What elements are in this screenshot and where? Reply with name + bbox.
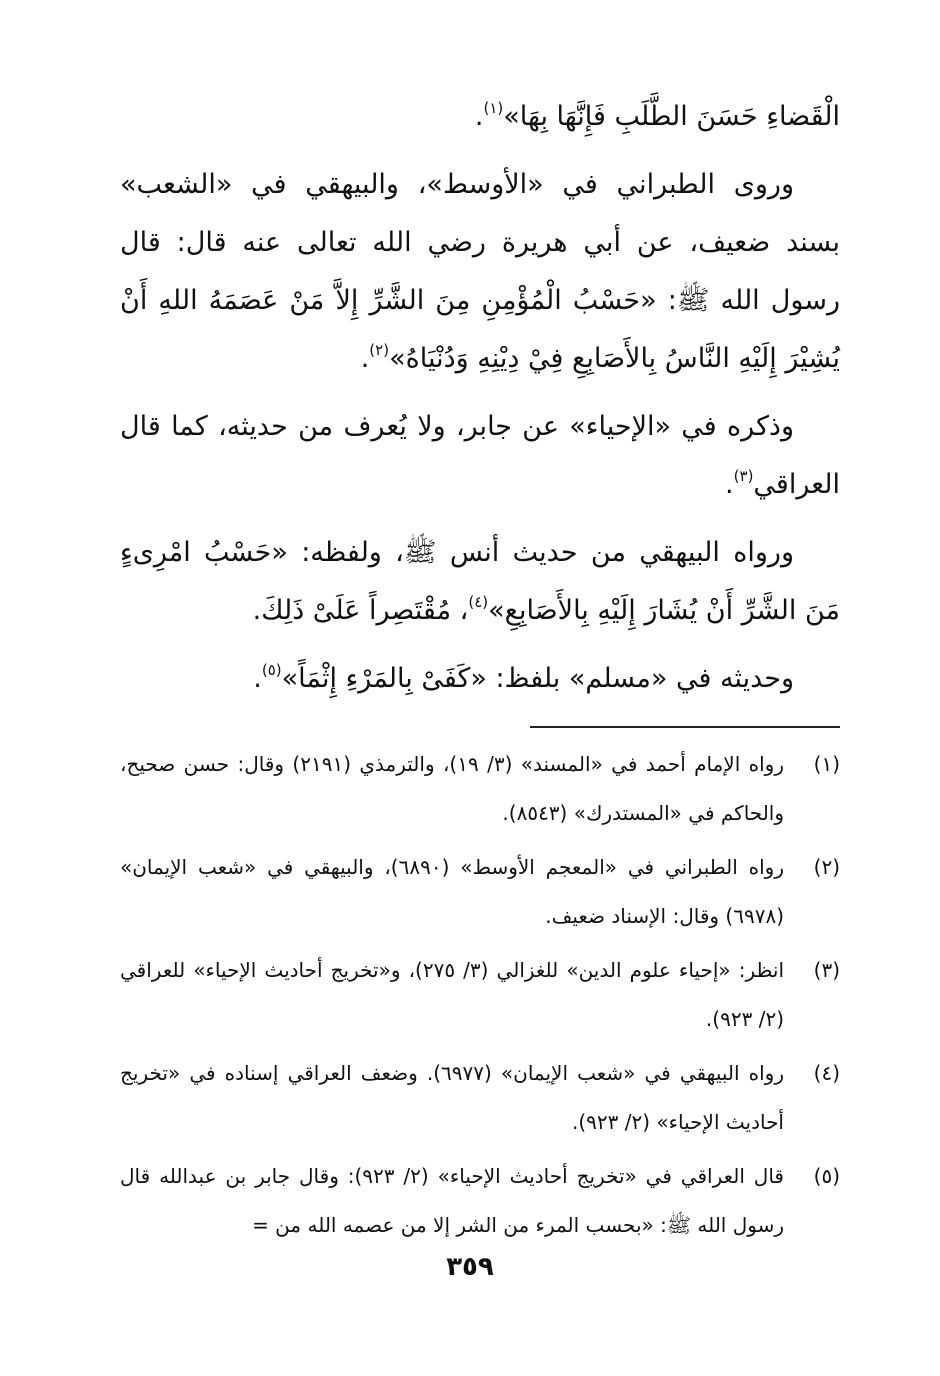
paragraph-text: الْقَضاءِ حَسَنَ الطَّلَبِ فَإِنَّهَا بِهَا» [503, 101, 840, 132]
footnote-divider [530, 726, 840, 728]
paragraph-tail: . [725, 469, 734, 500]
footnote-1 [120, 740, 840, 838]
paragraph-5 [120, 650, 840, 708]
footnote-marker: (٤) [468, 593, 489, 611]
footnote-number: (٤) [813, 1061, 840, 1085]
paragraph-text: وحديثه في «مسلم» بلفظ: «كَفَىْ بِالمَرْءِ إِثْمَاً» [281, 663, 794, 694]
footnote-text: رواه الطبراني في «المعجم الأوسط» (٦٨٩٠)، والبيهقي في «شعب الإيمان» (٦٩٧٨) وقال: الإسناد ضعيف. [120, 855, 784, 928]
paragraph-4 [120, 524, 840, 640]
footnote-marker: (٣) [733, 467, 754, 485]
paragraph-tail: . [253, 663, 262, 694]
footnote-5 [120, 1152, 840, 1250]
paragraph-tail: . [474, 101, 484, 132]
paragraph-text: وروى الطبراني في «الأوسط»، والبيهقي في «الشعب» بسند ضعيف، عن أبي هريرة رضي الله تعالى عنه قال: قال رسول الله ﷺ: «حَسْبُ الْمُؤْمِنِ مِنَ الشَّرِّ إِلاَّ مَنْ عَصَمَهُ اللهِ أَنْ يُشِيْرَ إِلَيْهِ النَّاسُ بِالأَصَابِعِ فِيْ دِيْنِهِ وَدُنْيَاهُ» [120, 169, 840, 374]
paragraph-text: ورواه البيهقي من حديث أنس ﷺ، ولفظه: «حَسْبُ امْرِىءٍ مَنَ الشَّرِّ أَنْ يُشَارَ إِلَيْهِ بِالأَصَابِعِ» [120, 537, 840, 626]
footnote-4 [120, 1049, 840, 1147]
page-number: ٣٥٩ [446, 1252, 494, 1282]
footnote-text: رواه البيهقي في «شعب الإيمان» (٦٩٧٧). وضعف العراقي إسناده في «تخريج أحاديث الإحياء» (٢/ ٩٢٣). [120, 1061, 784, 1134]
paragraph-3 [120, 398, 840, 514]
main-text [120, 88, 840, 718]
footnote-marker: (٥) [261, 661, 282, 679]
paragraph-text: وذكره في «الإحياء» عن جابر، ولا يُعرف من حديثه، كما قال العراقي [120, 411, 840, 500]
paragraph-tail: ، مُقْتَصِراً عَلَىْ ذَلِكَ. [252, 595, 469, 626]
footnote-text: قال العراقي في «تخريج أحاديث الإحياء» (٢/ ٩٢٣): وقال جابر بن عبدالله قال رسول الله ﷺ: «بحسب المرء من الشر إلا من عصمه الله من = [120, 1164, 784, 1237]
footnote-number: (٥) [813, 1164, 840, 1188]
footnote-number: (١) [813, 752, 840, 776]
footnotes [120, 740, 840, 1255]
footnote-marker: (٢) [369, 341, 390, 359]
footnote-number: (٢) [813, 855, 840, 879]
footnote-2 [120, 843, 840, 941]
footnote-text: رواه الإمام أحمد في «المسند» (٣/ ١٩)، والترمذي (٢١٩١) وقال: حسن صحيح، والحاكم في «المستدرك» (٨٥٤٣). [120, 752, 784, 825]
footnote-number: (٣) [813, 958, 840, 982]
paragraph-tail: . [360, 343, 370, 374]
footnote-marker: (١) [483, 99, 504, 117]
paragraph-1 [120, 88, 840, 146]
footnote-text: انظر: «إحياء علوم الدين» للغزالي (٣/ ٢٧٥)، و«تخريج أحاديث الإحياء» للعراقي (٢/ ٩٢٣). [120, 958, 785, 1031]
footnote-3 [120, 946, 840, 1044]
paragraph-2 [120, 156, 840, 388]
